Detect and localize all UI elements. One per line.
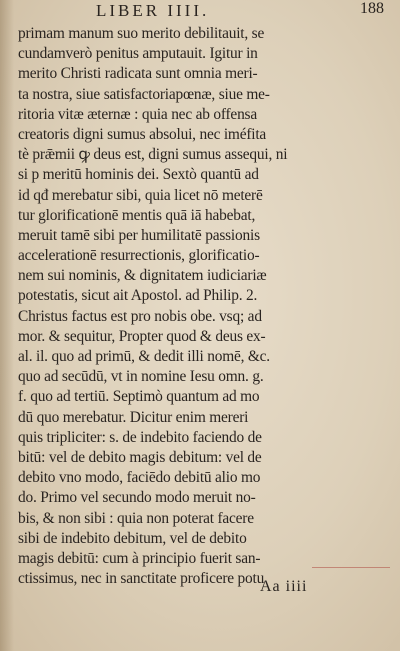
text-line: ctissimus, nec in sanctitate proficere potu xyxy=(18,570,265,588)
text-line: quis tripliciter: s. de indebito faciendo de xyxy=(18,428,262,446)
text-line: ta nostra, siue satisfactoriapœnæ, siue me- xyxy=(18,85,270,103)
footer-rule xyxy=(312,567,390,568)
text-line: cundamverò penitus amputauit. Igitur in xyxy=(18,45,258,63)
page-gutter-shadow xyxy=(0,0,14,651)
text-line: si p meritū hominis dei. Sextò quantū ad xyxy=(18,166,259,184)
folio-number: 188 xyxy=(360,0,384,17)
text-line: bis, & non sibi : quia non poterat facere xyxy=(18,509,254,527)
text-line: ritoria vitæ æternæ : quia nec ab offensa xyxy=(18,105,257,123)
text-line: sibi de indebito debitum, vel de debito xyxy=(18,529,247,547)
page-header xyxy=(0,0,400,24)
text-line: primam manum suo merito debilitauit, se xyxy=(18,25,265,42)
text-line: magis debitū: cum à principio fuerit san- xyxy=(18,549,261,567)
text-line: do. Primo vel secundo modo meruit no- xyxy=(18,489,256,507)
text-line: f. quo ad tertiū. Septimò quantum ad mo xyxy=(18,388,260,406)
text-line: mor. & sequitur, Propter quod & deus ex- xyxy=(18,327,266,345)
text-line: debito vno modo, faciēdo debitū alio mo xyxy=(18,469,261,487)
text-line: bitū: vel de debito magis debitum: vel de xyxy=(18,448,262,466)
text-line: accelerationē resurrectionis, glorificatio- xyxy=(18,247,260,265)
text-line: creatoris digni sumus absolui, nec iméfita xyxy=(18,125,267,143)
text-line: nem sui nominis, & dignitatem iudiciariæ xyxy=(18,267,267,285)
text-line: dū quo merebatur. Dicitur enim mereri xyxy=(18,408,249,426)
text-line: potestatis, sicut ait Apostol. ad Philip. 2. xyxy=(18,287,258,305)
text-line: meruit tamē sibi per humilitatē passionis xyxy=(18,226,260,244)
running-head: LIBER IIII. xyxy=(96,1,210,20)
text-line: Christus factus est pro nobis obe. vsq; ad xyxy=(18,307,262,325)
text-line: quo ad secūdū, vt in nomine Iesu omn. g. xyxy=(18,368,264,386)
text-line: tè prǣmii ꝙ deus est, digni sumus assequi, ni xyxy=(18,146,288,164)
signature-mark: Aa iiii xyxy=(260,578,308,595)
body-text xyxy=(18,24,386,589)
text-line: tur glorificationē mentis quā iā habebat, xyxy=(18,206,256,224)
text-line: al. il. quo ad primū, & dedit illi nomē, &c. xyxy=(18,348,270,365)
text-line: id qđ merebatur sibi, quia licet nō meterē xyxy=(18,186,263,204)
text-line: merito Christi radicata sunt omnia meri- xyxy=(18,65,258,83)
